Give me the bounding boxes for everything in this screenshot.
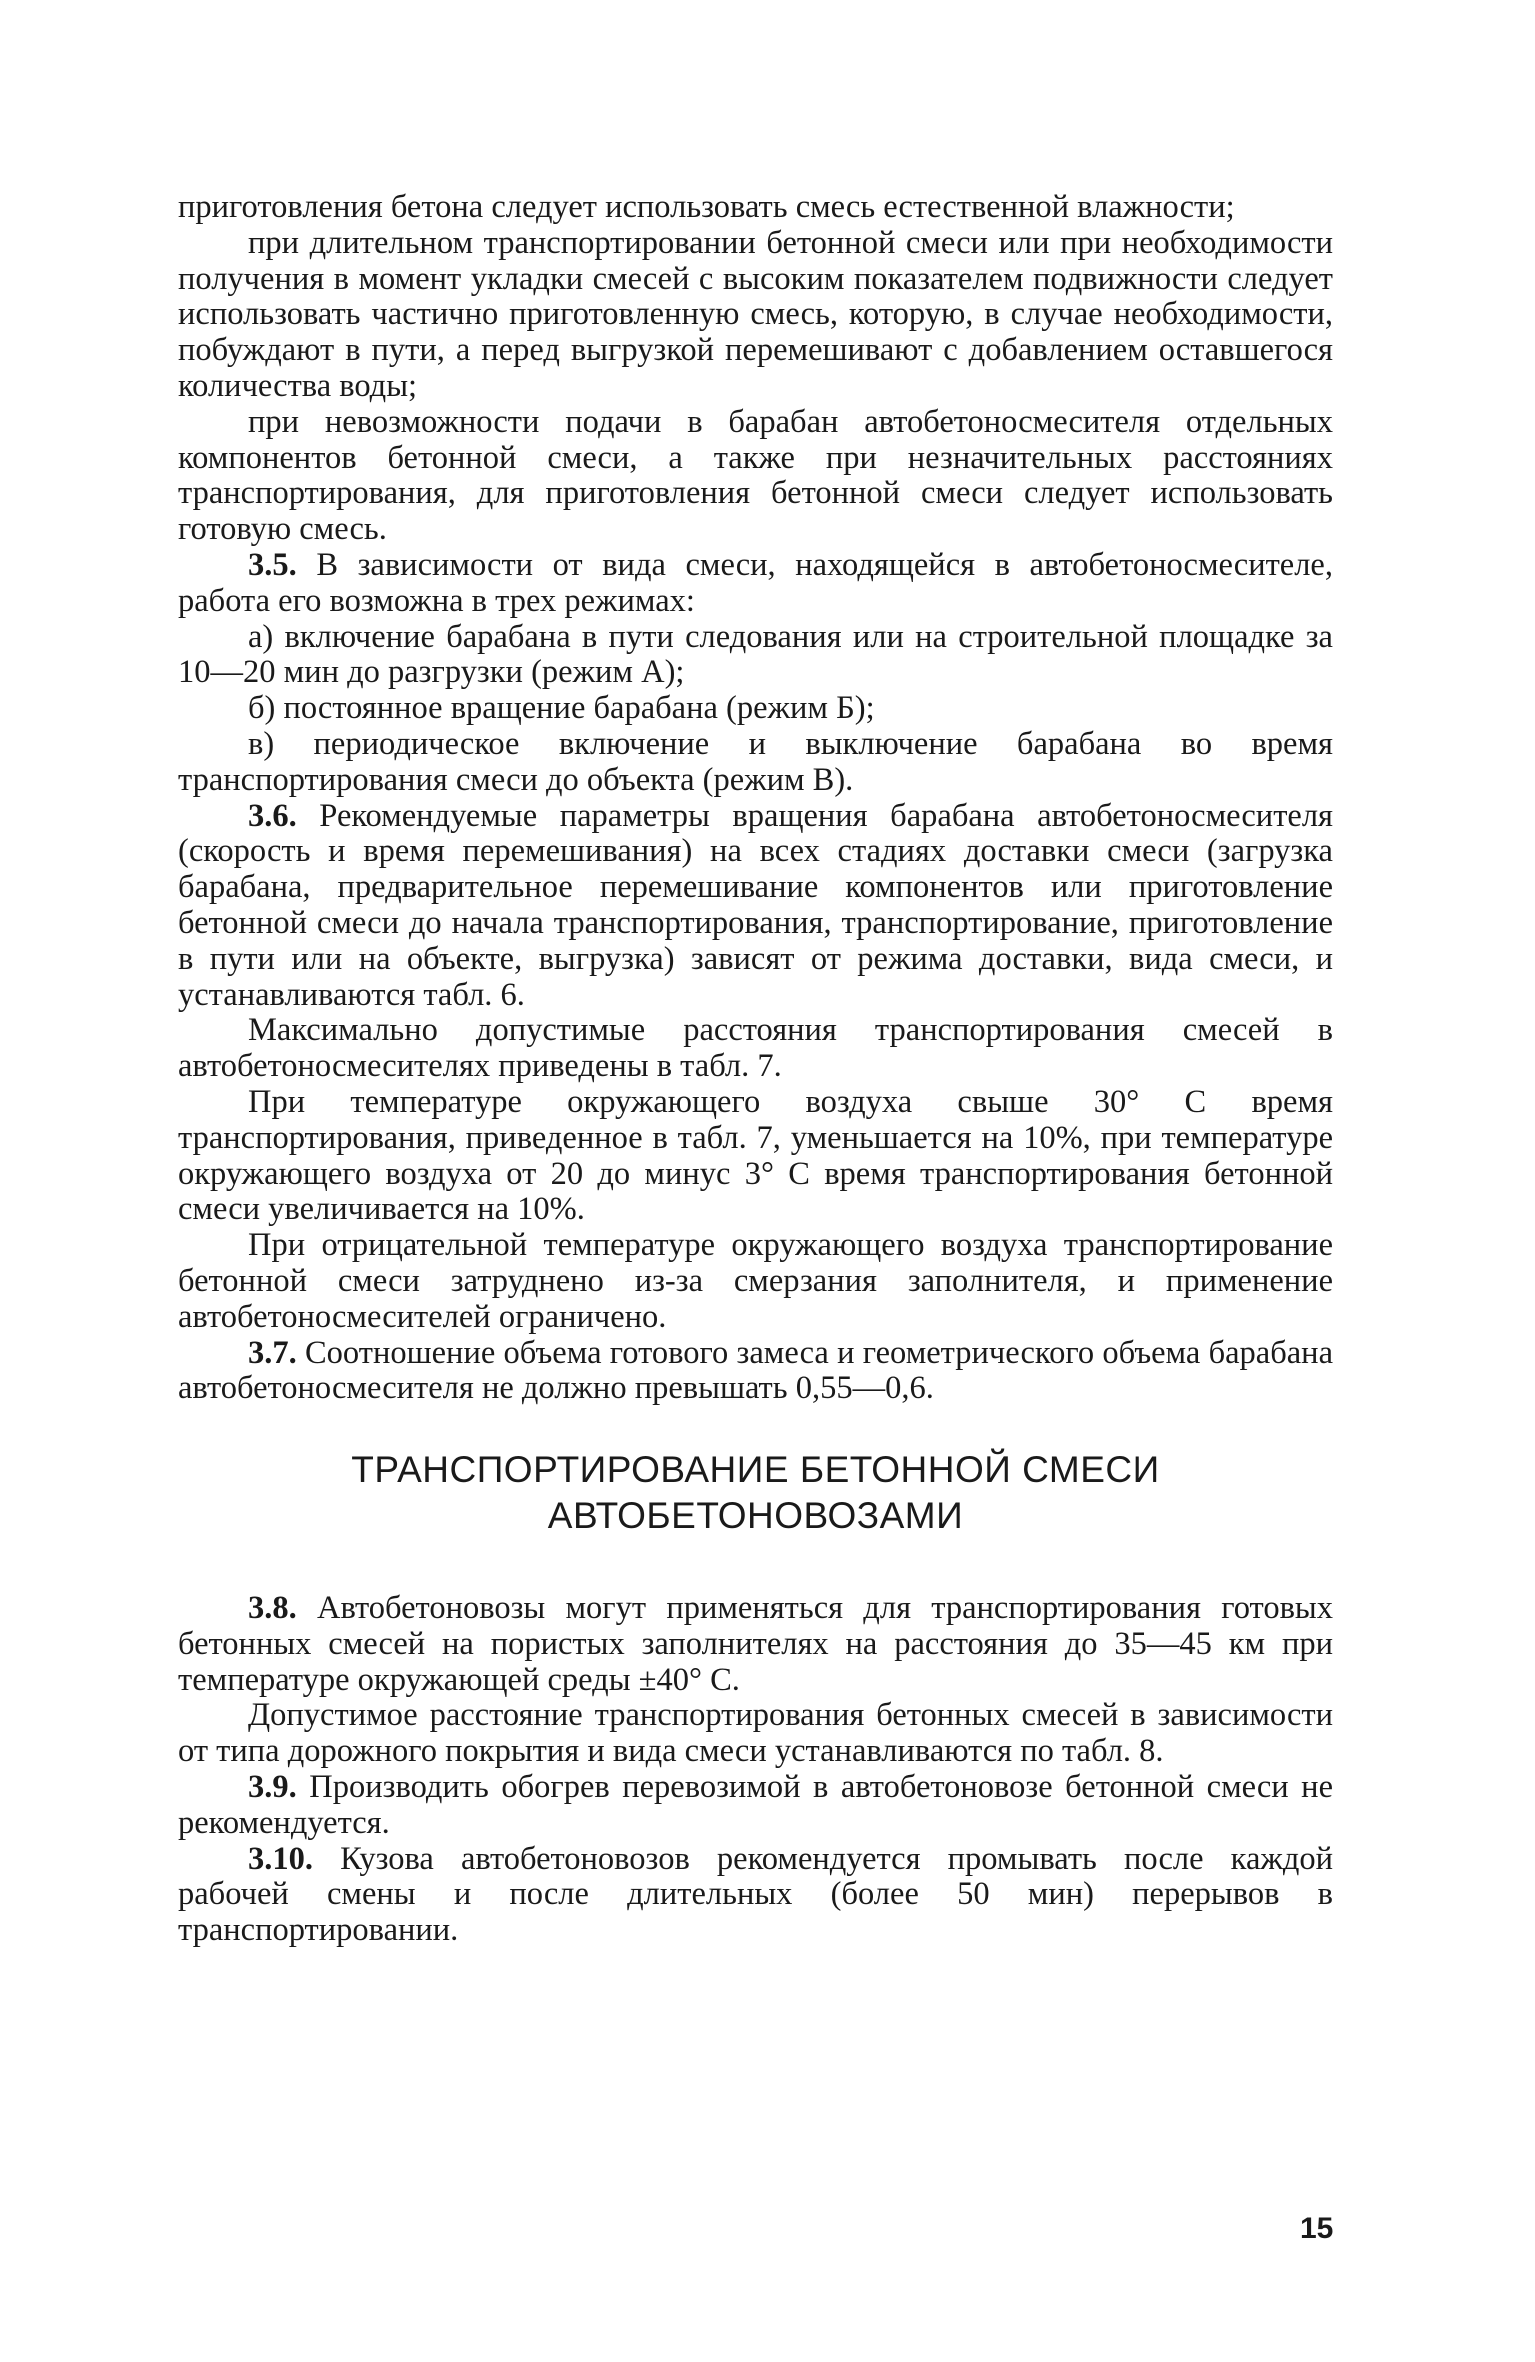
page-number: 15: [1300, 2212, 1334, 2245]
paragraph-text: Допустимое расстояние транспортирования бетонных смесей в зависимости от типа дорожного покрытия и вида смеси устанавливаются по табл. 8.: [178, 1697, 1333, 1770]
paragraph: [178, 190, 1333, 226]
paragraph: [178, 1228, 1333, 1335]
list-item-v: [178, 727, 1333, 799]
clause-number: 3.10.: [248, 1840, 313, 1877]
clause-number: 3.8.: [248, 1590, 297, 1627]
paragraph: [178, 1013, 1333, 1085]
paragraph-3-7: [178, 1336, 1333, 1408]
paragraph-3-5: [178, 548, 1333, 620]
clause-number: 3.9.: [248, 1769, 297, 1806]
paragraph-text: Автобетоновозы могут применяться для транспортирования готовых бетонных смесей на пористых заполнителях на расстояния до 35—45 км при температуре окружающей среды ±40° С.: [178, 1590, 1333, 1698]
body-text: [178, 190, 1333, 1949]
paragraph-text: Производить обогрев перевозимой в автобетоновозе бетонной смеси не рекомендуется.: [178, 1769, 1333, 1841]
paragraph-text: Максимально допустимые расстояния транспортирования смесей в автобетоносмесителях приведены в табл. 7.: [178, 1012, 1333, 1085]
paragraph-text: при длительном транспортировании бетонной смеси или при необходимости получения в момент укладки смесей с высоким показателем подвижности следует использовать частично приготовленную смесь, которую, в случае необходимости, побуждают в пути, а перед выгрузкой перемешивают с добавлением оставшегося количества воды;: [178, 224, 1333, 404]
paragraph-3-9: [178, 1770, 1333, 1842]
paragraph-3-8: [178, 1591, 1333, 1698]
paragraph: [178, 1085, 1333, 1228]
paragraph-text: Соотношение объема готового замеса и геометрического объема барабана автобетоносмесителя не должно превышать 0,55—0,6.: [178, 1334, 1333, 1407]
paragraph-text: б) постоянное вращение барабана (режим Б);: [248, 690, 875, 727]
paragraph-text: приготовления бетона следует использовать смесь естественной влажности;: [178, 189, 1235, 225]
paragraph-text: в) периодическое включение и выключение барабана во время транспортирования смеси до объекта (режим В).: [178, 725, 1333, 798]
section-heading-line-1: ТРАНСПОРТИРОВАНИЕ БЕТОННОЙ СМЕСИ: [351, 1449, 1160, 1491]
clause-number: 3.5.: [248, 546, 297, 583]
paragraph: [178, 405, 1333, 548]
paragraph-text: При температуре окружающего воздуха свыше 30° С время транспортирования, приведенное в табл. 7, уменьшается на 10%, при температуре окружающего воздуха от 20 до минус 3° С время транспортирования бетонной смеси увеличивается на 10%.: [178, 1083, 1333, 1228]
paragraph-text: В зависимости от вида смеси, находящейся в автобетоносмесителе, работа его возможна в трех режимах:: [178, 546, 1333, 619]
paragraph-3-10: [178, 1842, 1333, 1949]
paragraph-text: а) включение барабана в пути следования или на строительной площадке за 10—20 мин до разгрузки (режим А);: [178, 618, 1333, 691]
section-heading: [178, 1447, 1333, 1539]
paragraph: [178, 1698, 1333, 1770]
paragraph-text: Рекомендуемые параметры вращения барабана автобетоносмесителя (скорость и время перемешивания) на всех стадиях доставки смеси (загрузка барабана, предварительное перемешивание компонентов или приготовление бетонной смеси до начала транспортирования, транспортирование, приготовление в пути или на объекте, выгрузка) зависят от режима доставки, вида смеси, и устанавливаются табл. 6.: [178, 797, 1333, 1013]
clause-number: 3.7.: [248, 1334, 297, 1371]
list-item-b: [178, 691, 1333, 727]
paragraph-3-6: [178, 799, 1333, 1014]
paragraph-text: При отрицательной температуре окружающего воздуха транспортирование бетонной смеси затруднено из-за смерзания заполнителя, и применение автобетоносмесителей ограничено.: [178, 1227, 1333, 1335]
paragraph-text: Кузова автобетоновозов рекомендуется промывать после каждой рабочей смены и после длительных (более 50 мин) перерывов в транспортировании.: [178, 1840, 1333, 1949]
paragraph: [178, 226, 1333, 405]
paragraph-text: при невозможности подачи в барабан автобетоносмесителя отдельных компонентов бетонной смеси, а также при незначительных расстояниях транспортирования, для приготовления бетонной смеси следует использовать готовую смесь.: [178, 403, 1333, 548]
clause-number: 3.6.: [248, 797, 297, 834]
section-heading-line-2: АВТОБЕТОНОВОЗАМИ: [547, 1495, 964, 1537]
list-item-a: [178, 620, 1333, 692]
